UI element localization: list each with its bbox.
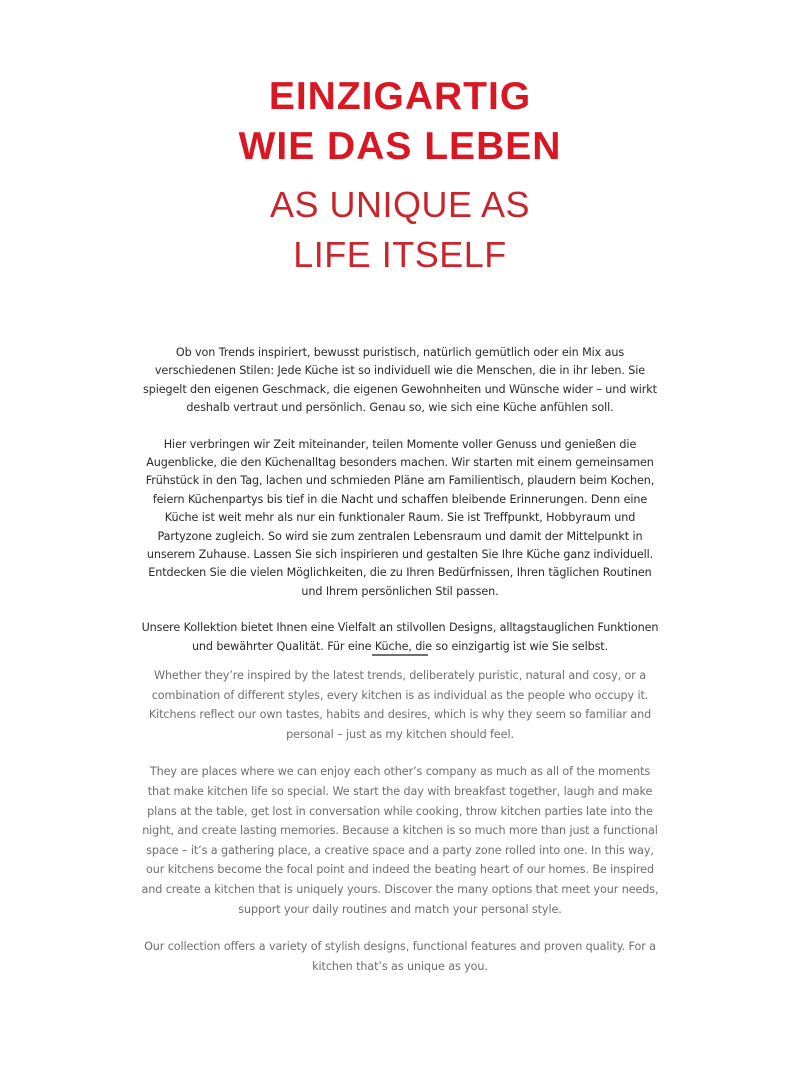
english-paragraph-2: They are places where we can enjoy each other’s company as much as all of the moments that make kitchen life so special. We start the day with breakfast together, laugh and make plans at the table, get lost in conversation while cooking, throw kitchen parties late into the night, and create lasting memories. Because a kitchen is so much more than just a functional space – it’s a gathering place, a creative space and a party zone rolled into one. In this way, our kitchens become the focal point and indeed the beating heart of our homes. Be inspired and create a kitchen that is uniquely yours. Discover the many options that meet your needs, support your daily routines and match your personal style. [141, 765, 659, 916]
english-paragraph-3: Our collection offers a variety of stylish designs, functional features and proven quality. For a kitchen that’s as unique as you. [144, 940, 656, 973]
english-body [140, 666, 660, 994]
german-title-line-1: EINZIGARTIG [268, 75, 532, 118]
english-paragraph-1: Whether they’re inspired by the latest trends, deliberately puristic, natural and cosy, or a combination of different styles, every kitchen is as individual as the people who occupy it. Kitchens reflect our own tastes, habits and desires, which is why they seem so familiar and personal – just as my kitchen should feel. [148, 669, 652, 741]
german-body [140, 344, 660, 674]
german-paragraph-3: Unsere Kollektion bietet Ihnen eine Vielfalt an stilvollen Designs, alltagstauglichen Funktionen und bewährter Qualität. Für eine Küche, die so einzigartig ist wie Sie selbst. [141, 621, 659, 653]
english-title-line-1: AS UNIQUE AS [269, 184, 531, 225]
german-paragraph-1: Ob von Trends inspiriert, bewusst puristisch, natürlich gemütlich oder ein Mix aus verschiedenen Stilen: Jede Küche ist so individuell wie die Menschen, die in ihr leben. Sie spiegelt den eigenen Geschmack, die eigenen Gewohnheiten und Wünsche wider – und wirkt deshalb vertraut und persönlich. Genau so, wie sich eine Küche anfühlen soll. [143, 346, 657, 415]
german-paragraph-2: Hier verbringen wir Zeit miteinander, teilen Momente voller Genuss und genießen die Augenblicke, die den Küchenalltag besonders machen. Wir starten mit einem gemeinsamen Frühstück in den Tag, lachen und schmieden Pläne am Familientisch, plaudern beim Kochen, feiern Küchenpartys bis tief in die Nacht und schaffen bleibende Erinnerungen. Denn eine Küche ist weit mehr als nur ein funktionaler Raum. Sie ist Treffpunkt, Hobbyraum und Partyzone zugleich. So wird sie zum zentralen Lebensraum und damit der Mittelpunkt in unserem Zuhause. Lassen Sie sich inspirieren und gestalten Sie Ihre Küche ganz individuell. Entdecken Sie die vielen Möglichkeiten, die zu Ihren Bedürfnissen, Ihren täglichen Routinen und Ihrem persönlichen Stil passen. [145, 437, 655, 598]
english-title [0, 180, 800, 280]
german-title [0, 72, 800, 172]
german-title-line-2: WIE DAS LEBEN [238, 125, 562, 168]
english-title-line-2: LIFE ITSELF [293, 234, 507, 275]
section-divider [372, 654, 428, 656]
